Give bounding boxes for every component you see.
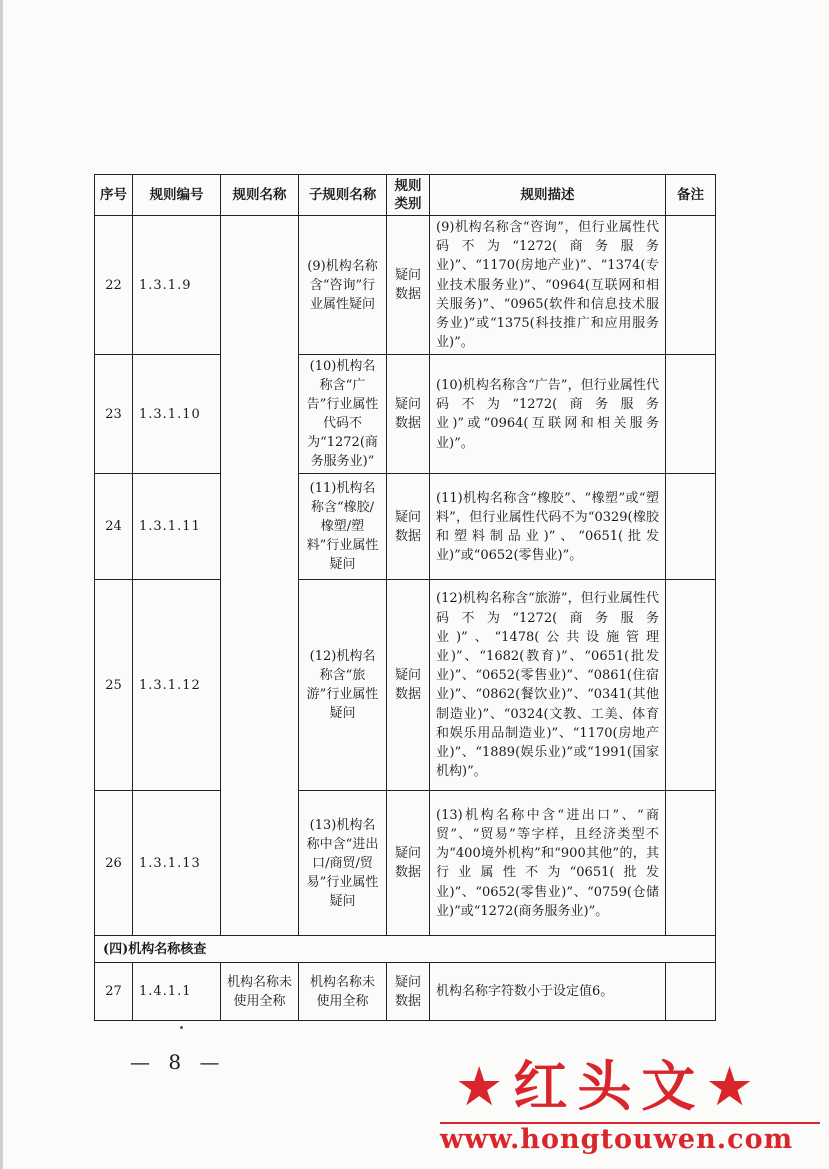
row-seq: 25 bbox=[95, 580, 133, 791]
header-code: 规则编号 bbox=[133, 175, 221, 216]
row-remark bbox=[666, 355, 716, 474]
row-code: 1.3.1.10 bbox=[133, 355, 221, 474]
scan-edge bbox=[0, 0, 3, 1169]
rule-name-cell bbox=[221, 216, 299, 936]
table-row bbox=[95, 474, 716, 580]
watermark-url: www.hongtouwen.com bbox=[440, 1124, 794, 1155]
row-code: 1.3.1.12 bbox=[133, 580, 221, 791]
row-remark bbox=[666, 963, 716, 1021]
row-seq: 26 bbox=[95, 791, 133, 936]
table-row bbox=[95, 791, 716, 936]
row-description: (12)机构名称含“旅游”，但行业属性代码不为“1272(商务服务业)”、“1478(公共设施管理业)”、“1682(教育)”、“0651(批发业)”、“0652(零售业)”、“0861(住宿业)”、“0862(餐饮业)”、“0341(其他制造业)”、“0324(文教、工美、体育和娱乐用品制造业)”、“1170(房地产业)”、“1889(娱乐业)”或“1991(国家机构)”。 bbox=[430, 580, 666, 791]
header-seq: 序号 bbox=[95, 175, 133, 216]
table-row bbox=[95, 963, 716, 1021]
row-description: 机构名称字符数小于设定值6。 bbox=[430, 963, 666, 1021]
row-seq: 23 bbox=[95, 355, 133, 474]
row-description: (11)机构名称含“橡胶”、“橡塑”或“塑料”，但行业属性代码不为“0329(橡胶和塑料制品业)”、“0651(批发业)”或“0652(零售业)”。 bbox=[430, 474, 666, 580]
watermark-title: ★红头文★ bbox=[455, 1055, 764, 1118]
row-remark bbox=[666, 216, 716, 355]
row-seq: 22 bbox=[95, 216, 133, 355]
table-row bbox=[95, 355, 716, 474]
row-code: 1.4.1.1 bbox=[133, 963, 221, 1021]
header-sub-rule: 子规则名称 bbox=[299, 175, 387, 216]
row-description: (10)机构名称含“广告”，但行业属性代码不为“1272(商务服务业)”或“0964(互联网和相关服务业)”。 bbox=[430, 355, 666, 474]
row-seq: 27 bbox=[95, 963, 133, 1021]
section-row bbox=[95, 936, 716, 963]
table-row bbox=[95, 216, 716, 355]
row-category: 疑问数据 bbox=[387, 474, 430, 580]
table-row bbox=[95, 580, 716, 791]
row-description: (13)机构名称中含“进出口”、“商贸”、“贸易”等字样，且经济类型不为“400境外机构”和“900其他”的，其行业属性不为“0651(批发业)”、“0652(零售业)”、“0759(仓储业)”或“1272(商务服务业)”。 bbox=[430, 791, 666, 936]
row-sub-rule: (11)机构名称含“橡胶/橡塑/塑料”行业属性疑问 bbox=[299, 474, 387, 580]
row-code: 1.3.1.11 bbox=[133, 474, 221, 580]
header-rule-name: 规则名称 bbox=[221, 175, 299, 216]
rules-table bbox=[94, 174, 716, 1021]
row-remark bbox=[666, 580, 716, 791]
row-description: (9)机构名称含“咨询”，但行业属性代码不为“1272(商务服务业)”、“1170(房地产业)”、“1374(专业技术服务业)”、“0964(互联网和相关服务)”、“0965(软件和信息技术服务业)”或“1375(科技推广和应用服务业)”。 bbox=[430, 216, 666, 355]
row-rule-name: 机构名称未使用全称 bbox=[221, 963, 299, 1021]
row-sub-rule: (12)机构名称含“旅游”行业属性疑问 bbox=[299, 580, 387, 791]
row-category: 疑问数据 bbox=[387, 216, 430, 355]
row-remark bbox=[666, 791, 716, 936]
section-title: (四)机构名称核查 bbox=[95, 936, 716, 963]
row-category: 疑问数据 bbox=[387, 580, 430, 791]
row-seq: 24 bbox=[95, 474, 133, 580]
row-category: 疑问数据 bbox=[387, 791, 430, 936]
page-number: — 8 — bbox=[130, 1050, 226, 1074]
row-sub-rule: (10)机构名称含“广告”行业属性代码不为“1272(商务服务业)” bbox=[299, 355, 387, 474]
header-category: 规则类别 bbox=[387, 175, 430, 216]
table-header-row bbox=[95, 175, 716, 216]
header-description: 规则描述 bbox=[430, 175, 666, 216]
row-code: 1.3.1.9 bbox=[133, 216, 221, 355]
row-category: 疑问数据 bbox=[387, 355, 430, 474]
row-sub-rule: 机构名称未使用全称 bbox=[299, 963, 387, 1021]
header-remark: 备注 bbox=[666, 175, 716, 216]
row-category: 疑问数据 bbox=[387, 963, 430, 1021]
scan-dot bbox=[180, 1026, 183, 1029]
row-code: 1.3.1.13 bbox=[133, 791, 221, 936]
row-remark bbox=[666, 474, 716, 580]
row-sub-rule: (9)机构名称含“咨询”行业属性疑问 bbox=[299, 216, 387, 355]
row-sub-rule: (13)机构名称中含“进出口/商贸/贸易”行业属性疑问 bbox=[299, 791, 387, 936]
